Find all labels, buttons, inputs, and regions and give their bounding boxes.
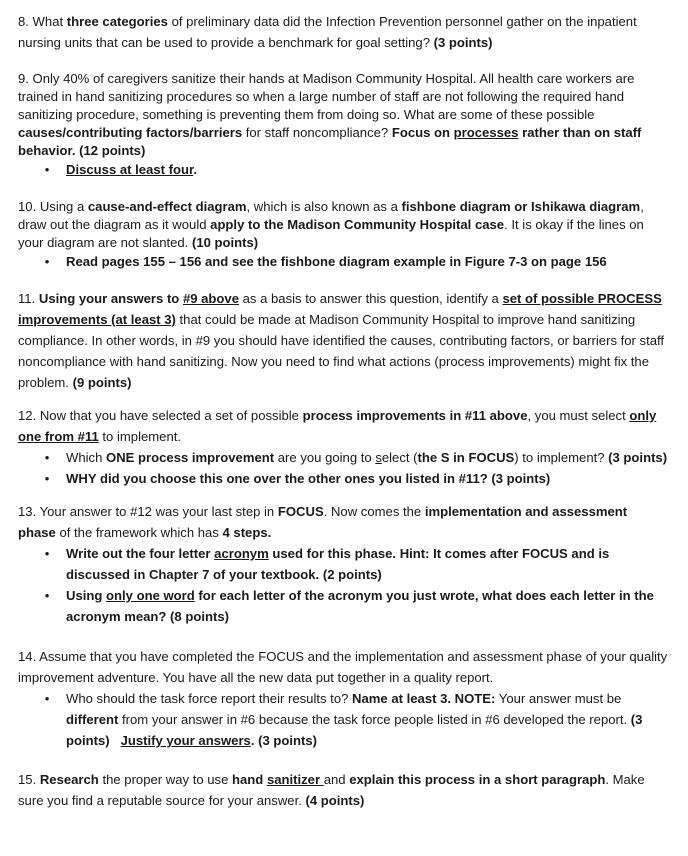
question-8	[18, 11, 668, 53]
list-item: • Using only one word for each letter of the acronym you just wrote, what does each letter in the acronym mean? (8 points)	[18, 585, 668, 627]
question-10-text: 10. Using a cause-and-effect diagram, which is also known as a fishbone diagram or Ishikawa diagram, draw out the diagram as it would apply to the Madison Community Hospital case. It is okay if the lines on your diagram are not slanted. (10 points)	[18, 199, 644, 250]
bullet-icon: •	[44, 254, 50, 269]
question-15	[18, 769, 668, 811]
question-12	[18, 405, 668, 489]
question-9	[18, 70, 668, 179]
question-8-text: 8. What three categories of preliminary data did the Infection Prevention personnel gather on the inpatient nursing units that can be used to provide a benchmark for goal setting? (3 points)	[18, 14, 637, 50]
list-item: • Write out the four letter acronym used for this phase. Hint: It comes after FOCUS and is discussed in Chapter 7 of your textbook. (2 points)	[18, 543, 668, 585]
bullet-icon: •	[44, 588, 50, 603]
question-13-bullets	[18, 543, 668, 627]
question-10	[18, 198, 668, 271]
list-item: • WHY did you choose this one over the other ones you listed in #11? (3 points)	[18, 468, 668, 489]
question-12-bullets	[18, 447, 668, 489]
question-14-text: 14. Assume that you have completed the FOCUS and the implementation and assessment phase of your quality improvement adventure. You have all the new data put together in a quality report.	[18, 649, 668, 685]
list-item: • Discuss at least four.	[18, 161, 668, 179]
list-item: • Who should the task force report their results to? Name at least 3. NOTE: Your answer must be different from your answer in #6 because the task force people listed in #6 developed the report. (3 points) Justify your answers. (3 points)	[18, 688, 668, 751]
bullet-icon: •	[44, 162, 50, 177]
bullet-icon: •	[44, 546, 50, 561]
question-15-text: 15. Research the proper way to use hand sanitizer and explain this process in a short paragraph. Make sure you find a reputable source for your answer. (4 points)	[18, 772, 645, 808]
bullet-icon: •	[44, 450, 50, 465]
list-item: • Read pages 155 – 156 and see the fishbone diagram example in Figure 7-3 on page 156	[18, 253, 668, 271]
question-13	[18, 501, 668, 627]
question-14-bullets	[18, 688, 668, 751]
bullet-icon: •	[44, 471, 50, 486]
question-12-text: 12. Now that you have selected a set of possible process improvements in #11 above, you must select only one from #11 to implement.	[18, 408, 657, 444]
question-11	[18, 288, 668, 393]
question-14	[18, 646, 668, 751]
question-10-bullets	[18, 253, 668, 271]
list-item: • Which ONE process improvement are you going to select (the S in FOCUS) to implement? (3 points)	[18, 447, 668, 468]
bullet-icon: •	[44, 691, 50, 706]
question-9-text: 9. Only 40% of caregivers sanitize their hands at Madison Community Hospital. All health care workers are trained in hand sanitizing procedures so when a large number of staff are not following the required hand sanitizing procedure, something is preventing them from doing so. What are some of these possible causes/contributing factors/barriers for staff noncompliance? Focus on processes rather than on staff behavior. (12 points)	[18, 71, 642, 158]
question-11-text: 11. Using your answers to #9 above as a basis to answer this question, identify a set of possible PROCESS improvements (at least 3) that could be made at Madison Community Hospital to improve hand sanitizing compliance. In other words, in #9 you should have identified the causes, contributing factors, or barriers for staff noncompliance with hand sanitizing. Now you need to find what actions (process improvements) might fix the problem. (9 points)	[18, 291, 665, 390]
question-9-bullets	[18, 161, 668, 179]
question-13-text: 13. Your answer to #12 was your last step in FOCUS. Now comes the implementation and assessment phase of the framework which has 4 steps.	[18, 504, 628, 540]
